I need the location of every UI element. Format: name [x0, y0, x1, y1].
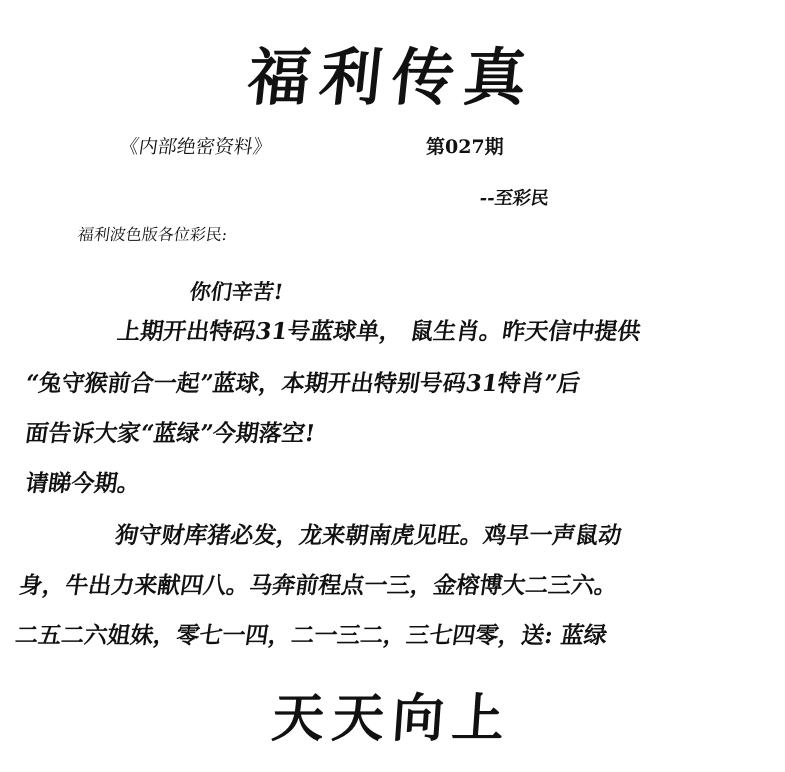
footer-slogan: 天天向上: [270, 688, 515, 749]
body-line: 狗守财库猪必发，龙来朝南虎见旺。鸡早一声鼠动: [113, 522, 624, 549]
greeting: 福利波色版各位彩民:: [76, 225, 229, 244]
signature: --至彩民: [478, 188, 551, 209]
page-title: 福利传真: [244, 41, 540, 114]
salutation: 你们辛苦!: [188, 279, 285, 304]
body-line: 二五二六姐妹，零七一四，二一三二，三七四零，送: 蓝绿: [13, 622, 609, 649]
body-line: 身，牛出力来献四八。马奔前程点一三，金榕博大二三六。: [17, 572, 620, 599]
document-subtitle: 《内部绝密资料》: [118, 136, 274, 158]
body-line: 请睇今期。: [23, 470, 143, 497]
issue-number: 第027期: [426, 136, 504, 158]
body-line: 上期开出特码31号蓝球单， 鼠生肖。昨天信中提供: [115, 318, 643, 345]
body-line: 面告诉大家“蓝绿”今期落空!: [23, 420, 317, 447]
body-line: “兔守猴前合一起”蓝球，本期开出特别号码31特肖”后: [23, 370, 583, 397]
